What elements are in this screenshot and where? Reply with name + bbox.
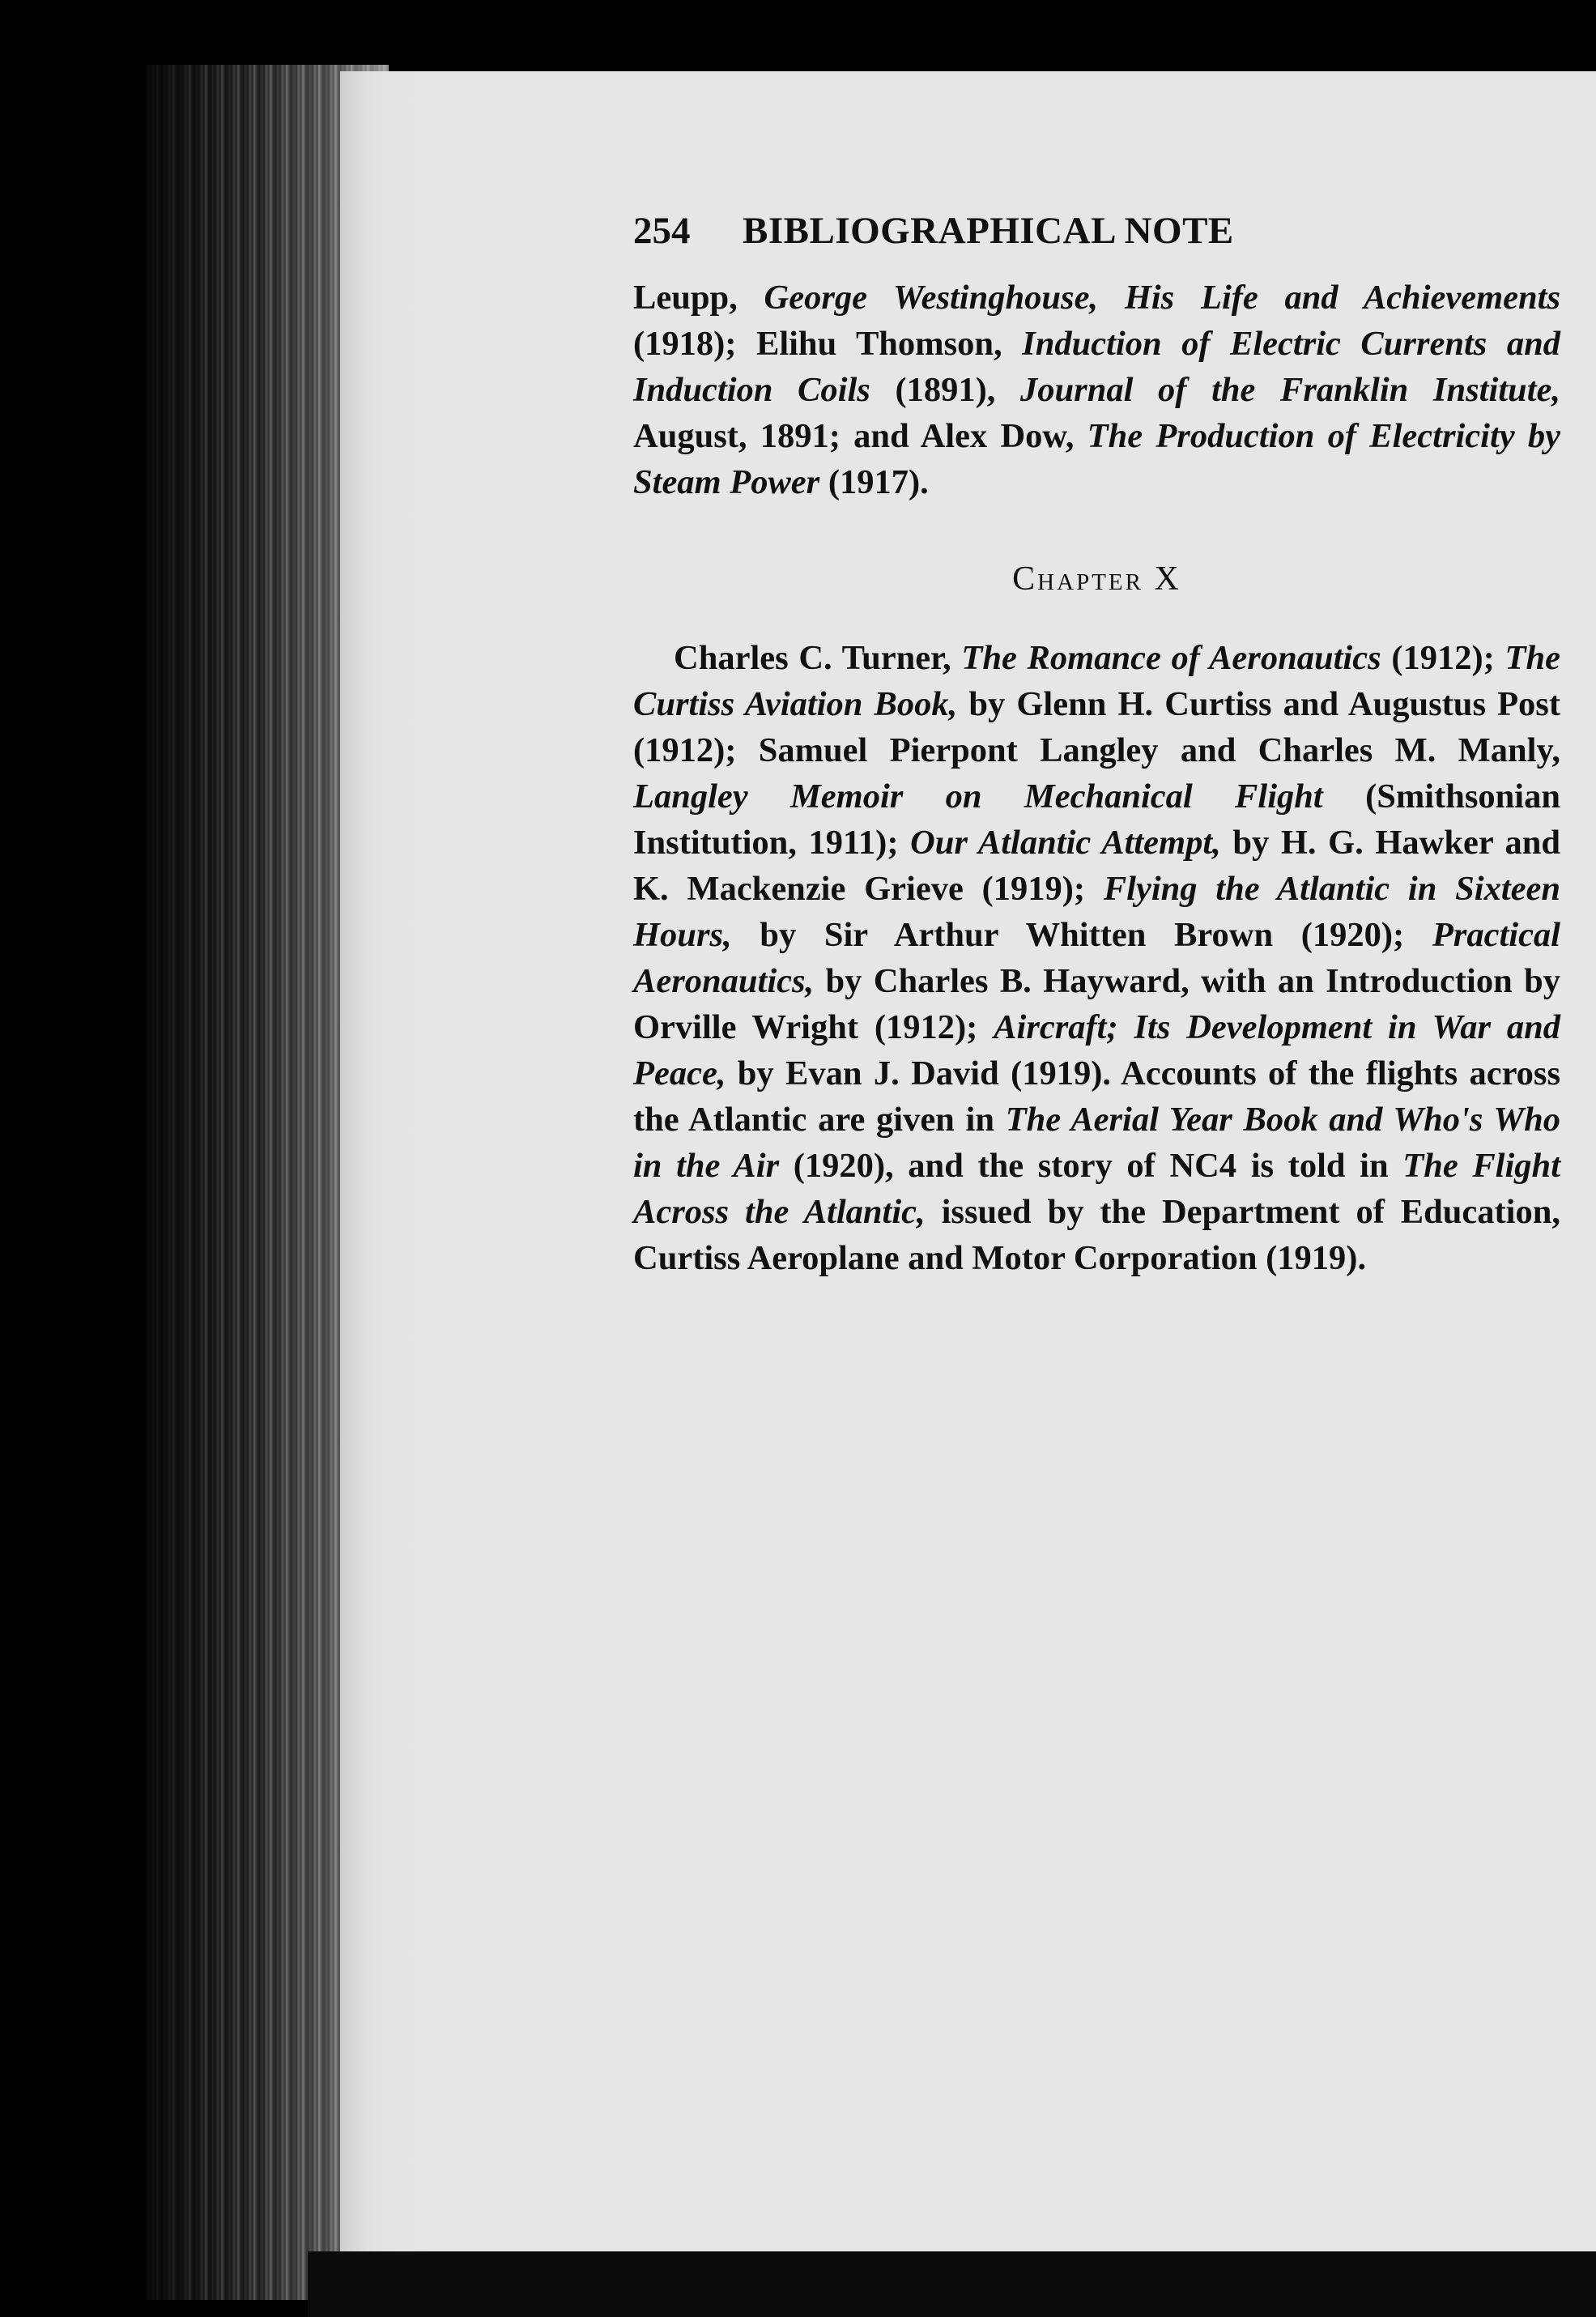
citation-text: August, 1891; and Alex Dow, [633,417,1087,455]
book-title-text: Practical Aeronautics, [633,916,1560,1000]
chapter-numeral: X [1154,560,1181,598]
citation-text: Leupp, [633,279,764,317]
book-title-text: The Flight Across the Atlantic, [633,1147,1560,1231]
citation-text: (1917). [819,463,929,501]
book-title-text: The Romance of Aeronautics [961,639,1381,677]
running-title: BIBLIOGRAPHICAL NOTE [743,210,1234,252]
citation-text: by Evan J. David (1919). Accounts of the flights across the Atlantic are given in [633,1054,1560,1139]
citation-text: (1891), [870,371,1021,409]
book-title-text: Flying the Atlantic in Sixteen Hours, [633,870,1560,954]
citation-text: (1912); [1381,639,1505,677]
citation-text: by Sir Arthur Whitten Brown (1920); [731,916,1432,954]
book-title-text: Langley Memoir on Mechanical Flight [633,777,1323,816]
bottom-shadow [308,2251,1596,2317]
citation-text: by Charles B. Hayward, with an Introduction by Orville Wright (1912); [633,962,1560,1046]
bibliography-paragraph-2 [633,635,1560,1281]
citation-text: Charles C. Turner, [674,639,962,677]
chapter-heading [633,562,1560,596]
book-title-text: The Production of Electricity by Steam Power [633,417,1560,501]
running-head [633,212,1560,250]
citation-text: issued by the Department of Education, Curtiss Aeroplane and Motor Corporation (1919). [633,1193,1561,1277]
citation-text: by Glenn H. Curtiss and Augustus Post (1912); Samuel Pierpont Langley and Charles M. Manly, [633,685,1560,769]
citation-text: (Smithsonian Institution, 1911); [633,777,1560,862]
book-title-text: Induction of Electric Currents and Induction Coils [633,325,1560,409]
book-title-text: The Aerial Year Book and Who's Who in the Air [633,1101,1561,1185]
bibliography-paragraph-1 [633,275,1560,505]
book-title-text: The Curtiss Aviation Book, [633,639,1560,723]
page-text-block [633,212,1560,1281]
chapter-word: Chapter [1012,560,1143,598]
citation-text: (1918); Elihu Thomson, [633,325,1023,363]
citation-text: by H. G. Hawker and K. Mackenzie Grieve (1919); [633,824,1561,908]
citation-text: (1920), and the story of NC4 is told in [779,1147,1403,1185]
book-title-text: Aircraft; Its Development in War and Peace, [633,1008,1560,1092]
book-title-text: Journal of the Franklin Institute, [1020,371,1560,409]
page-number: 254 [633,210,691,252]
book-title-text: Our Atlantic Attempt, [910,824,1221,862]
book-title-text: George Westinghouse, His Life and Achievements [764,279,1560,317]
